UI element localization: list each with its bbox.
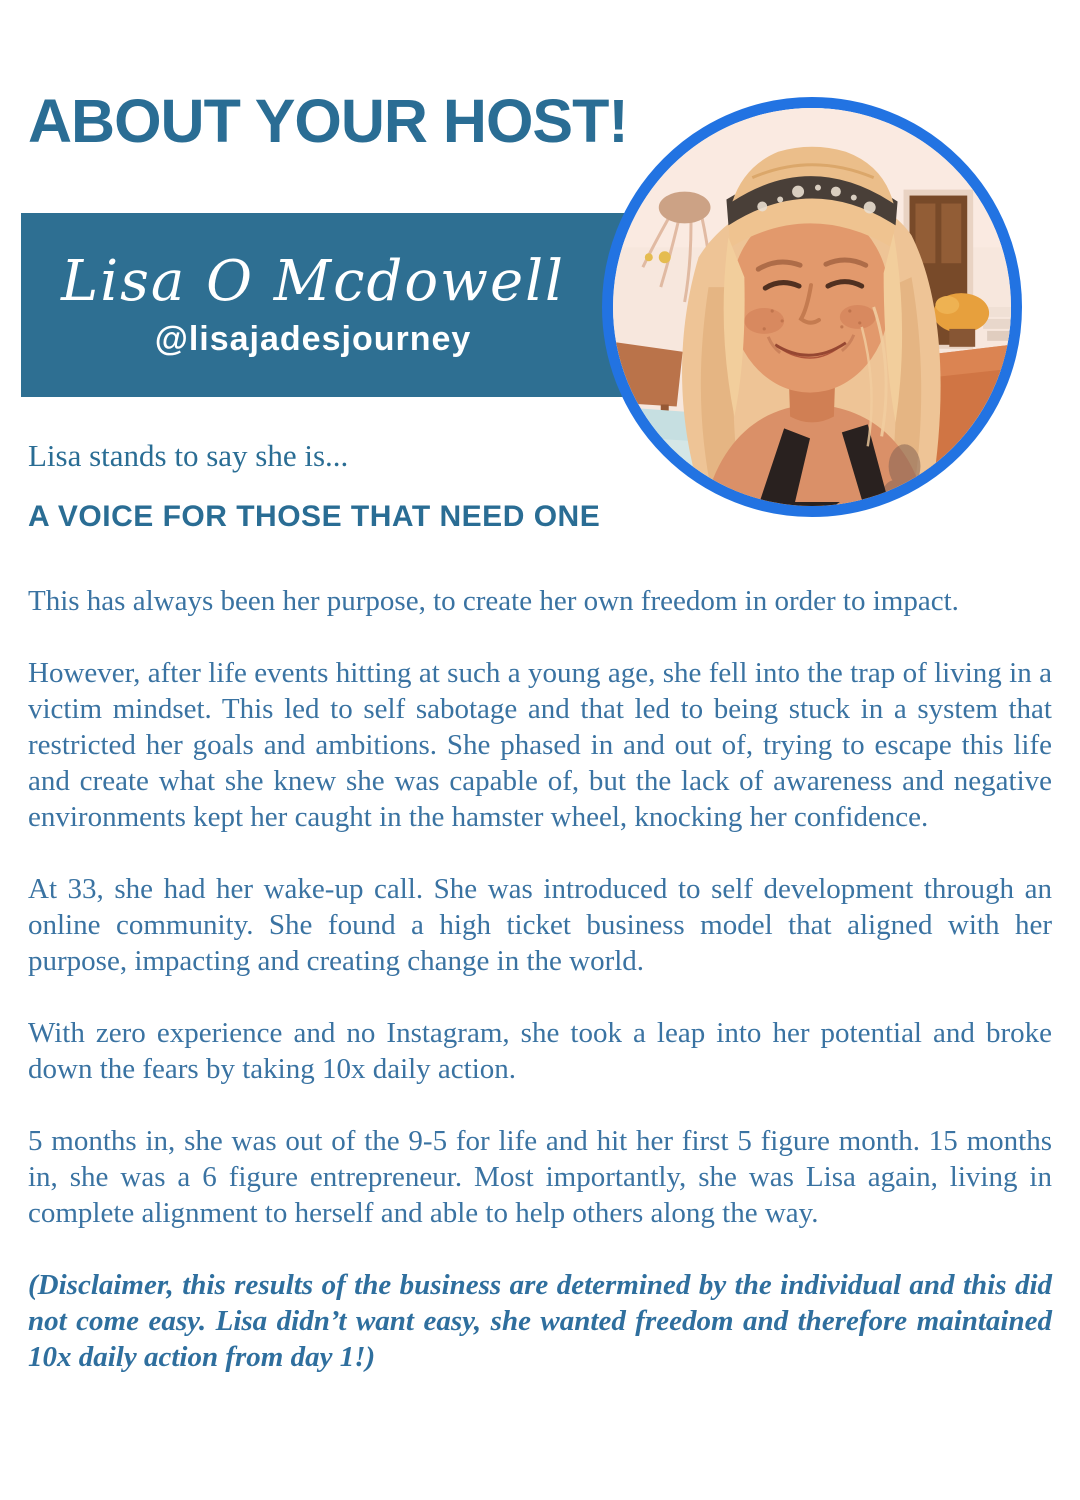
- body-paragraph: 5 months in, she was out of the 9-5 for life and hit her first 5 figure month. 15 months in, she was a 6 figure entrepreneur. Most importantly, she was Lisa again, living in complete alignment to herself and able to help others along the way.: [28, 1125, 1052, 1229]
- host-photo: [602, 97, 1022, 517]
- host-name-banner: [21, 213, 641, 397]
- lead-line: Lisa stands to say she is...: [28, 438, 349, 473]
- disclaimer-paragraph: (Disclaimer, this results of the business are determined by the individual and this did not come easy. Lisa didn’t want easy, she wanted freedom and therefore maintained 10x daily action from day 1!): [28, 1269, 1052, 1373]
- page-title: ABOUT YOUR HOST!: [28, 87, 628, 155]
- bio-text: [28, 583, 1052, 1375]
- host-instagram-handle: @lisajadesjourney: [154, 320, 472, 359]
- body-paragraph: This has always been her purpose, to create her own freedom in order to impact.: [28, 585, 959, 617]
- body-paragraph: However, after life events hitting at such a young age, she fell into the trap of living in a victim mindset. This led to self sabotage and that led to being stuck in a system that restricted her goals and ambitions. She phased in and out of, trying to escape this life and create what she knew she was capable of, but the lack of awareness and negative environments kept her caught in the hamster wheel, knocking her confidence.: [28, 657, 1052, 833]
- body-paragraph: At 33, she had her wake-up call. She was introduced to self development through an online community. She found a high ticket business model that aligned with her purpose, impacting and creating change in the world.: [28, 873, 1052, 977]
- body-paragraph: With zero experience and no Instagram, she took a leap into her potential and broke down the fears by taking 10x daily action.: [28, 1017, 1052, 1085]
- host-portrait-illustration: [613, 108, 1011, 506]
- host-name-script: Lisa O Mcdowell: [61, 248, 565, 314]
- section-headline: A VOICE FOR THOSE THAT NEED ONE: [28, 500, 601, 533]
